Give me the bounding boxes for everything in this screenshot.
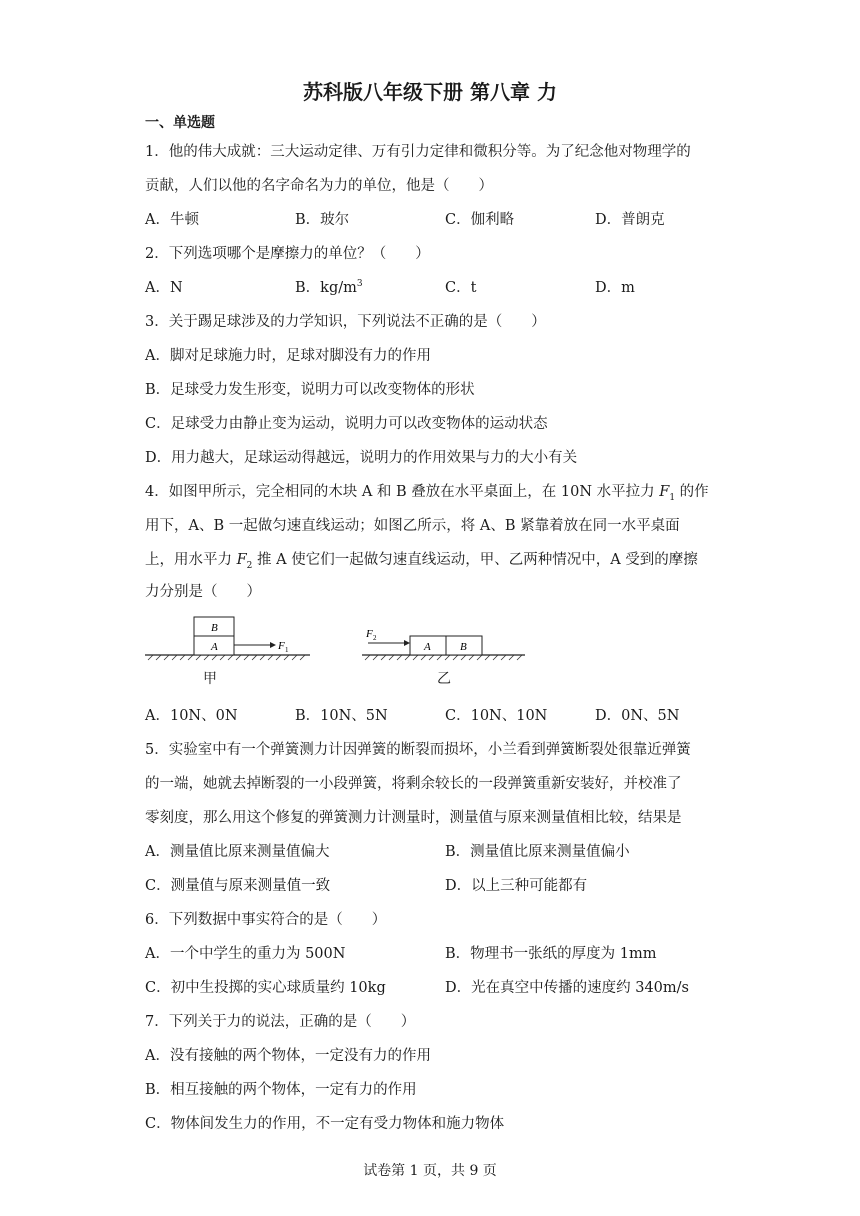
section-heading: 一、单选题 bbox=[145, 115, 215, 131]
q3-option-a: A．脚对足球施力时，足球对脚没有力的作用 bbox=[145, 348, 431, 364]
q5-stem-line1: 5．实验室中有一个弹簧测力计因弹簧的断裂而损坏，小兰看到弹簧断裂处很靠近弹簧 bbox=[145, 742, 691, 758]
q4-f1-symbol: F bbox=[659, 484, 670, 500]
q4-text-a: 4．如图甲所示，完全相同的木块 A 和 B 叠放在水平桌面上，在 10N 水平拉力 bbox=[145, 484, 660, 500]
q5-stem-line3: 零刻度，那么用这个修复的弹簧测力计测量时，测量值与原来测量值相比较，结果是 bbox=[145, 810, 682, 826]
q7-option-b: B．相互接触的两个物体，一定有力的作用 bbox=[145, 1082, 417, 1098]
label-a-left: A bbox=[211, 641, 218, 653]
q1-stem-line1: 1．他的伟大成就：三大运动定律、万有引力定律和微积分等。为了纪念他对物理学的 bbox=[145, 144, 691, 160]
label-f2-sub: 2 bbox=[373, 634, 377, 642]
q4-f1-sub: 1 bbox=[669, 492, 676, 503]
q4-stem-line4: 力分别是（ ） bbox=[145, 584, 261, 600]
label-f2: F bbox=[366, 628, 373, 640]
arrowhead-f1 bbox=[270, 642, 276, 648]
q2-option-b-sup: 3 bbox=[356, 279, 363, 290]
q2-stem: 2．下列选项哪个是摩擦力的单位？（ ） bbox=[145, 246, 430, 262]
q2-option-a: A．N bbox=[145, 280, 183, 296]
q4-figure bbox=[140, 610, 540, 690]
q1-option-c: C．伽利略 bbox=[445, 212, 515, 228]
label-f1-sub: 1 bbox=[285, 646, 289, 654]
q5-stem-line2: 的一端，她就去掉断裂的一小段弹簧，将剩余较长的一段弹簧重新安装好，并校准了 bbox=[145, 776, 682, 792]
q4-f2-symbol: F bbox=[236, 552, 247, 568]
q3-option-b: B．足球受力发生形变，说明力可以改变物体的形状 bbox=[145, 382, 475, 398]
q6-option-b: B．物理书一张纸的厚度为 1mm bbox=[445, 946, 657, 962]
q7-option-a: A．没有接触的两个物体，一定没有力的作用 bbox=[145, 1048, 431, 1064]
label-a-right: A bbox=[424, 641, 431, 653]
q5-option-d: D．以上三种可能都有 bbox=[445, 878, 588, 894]
q6-option-d: D．光在真空中传播的速度约 340m/s bbox=[445, 980, 689, 996]
q6-stem: 6．下列数据中事实符合的是（ ） bbox=[145, 912, 387, 928]
label-b-left: B bbox=[211, 622, 218, 634]
q3-option-c: C．足球受力由静止变为运动，说明力可以改变物体的运动状态 bbox=[145, 416, 548, 432]
q3-option-d: D．用力越大，足球运动得越远，说明力的作用效果与力的大小有关 bbox=[145, 450, 578, 466]
page-footer: 试卷第 1 页，共 9 页 bbox=[363, 1163, 497, 1179]
label-f1: F bbox=[278, 640, 285, 652]
q4-text-c: 上，用水平力 bbox=[145, 552, 237, 568]
q4-option-b: B．10N、5N bbox=[295, 708, 388, 724]
q7-option-c: C．物体间发生力的作用，不一定有受力物体和施力物体 bbox=[145, 1116, 505, 1132]
label-b-right: B bbox=[460, 641, 467, 653]
q4-stem-line2: 用下，A、B 一起做匀速直线运动；如图乙所示，将 A、B 紧靠着放在同一水平桌面 bbox=[145, 518, 680, 534]
page-title: 苏科版八年级下册 第八章 力 bbox=[303, 80, 557, 104]
q2-option-b-text: B．kg/m bbox=[295, 280, 357, 296]
q4-option-c: C．10N、10N bbox=[445, 708, 548, 724]
q4-text-b: 的作 bbox=[675, 484, 709, 500]
q6-option-a: A．一个中学生的重力为 500N bbox=[145, 946, 346, 962]
q7-stem: 7．下列关于力的说法，正确的是（ ） bbox=[145, 1014, 416, 1030]
q2-option-b bbox=[295, 276, 363, 297]
q1-option-b: B．玻尔 bbox=[295, 212, 350, 228]
q1-stem-line2: 贡献，人们以他的名字命名为力的单位，他是（ ） bbox=[145, 178, 493, 194]
q6-option-c: C．初中生投掷的实心球质量约 10kg bbox=[145, 980, 386, 996]
q5-option-b: B．测量值比原来测量值偏小 bbox=[445, 844, 630, 860]
q2-option-d: D．m bbox=[595, 280, 635, 296]
q5-option-c: C．测量值与原来测量值一致 bbox=[145, 878, 331, 894]
q3-stem: 3．关于踢足球涉及的力学知识，下列说法不正确的是（ ） bbox=[145, 314, 546, 330]
q4-option-a: A．10N、0N bbox=[145, 708, 238, 724]
q4-stem-line1 bbox=[145, 480, 709, 503]
q1-option-a: A．牛顿 bbox=[145, 212, 199, 228]
q4-stem-line3 bbox=[145, 548, 698, 571]
q5-option-a: A．测量值比原来测量值偏大 bbox=[145, 844, 330, 860]
fig-caption-right: 乙 bbox=[437, 671, 451, 687]
hatch-left bbox=[148, 655, 305, 660]
arrowhead-f2 bbox=[404, 640, 410, 646]
q4-text-d: 推 A 使它们一起做匀速直线运动，甲、乙两种情况中，A 受到的摩擦 bbox=[252, 552, 698, 568]
fig-caption-left: 甲 bbox=[203, 671, 217, 687]
q1-option-d: D．普朗克 bbox=[595, 212, 665, 228]
q4-f2-sub: 2 bbox=[246, 560, 253, 571]
q2-option-c: C．t bbox=[445, 280, 477, 296]
hatch-right bbox=[365, 655, 522, 660]
q4-option-d: D．0N、5N bbox=[595, 708, 680, 724]
